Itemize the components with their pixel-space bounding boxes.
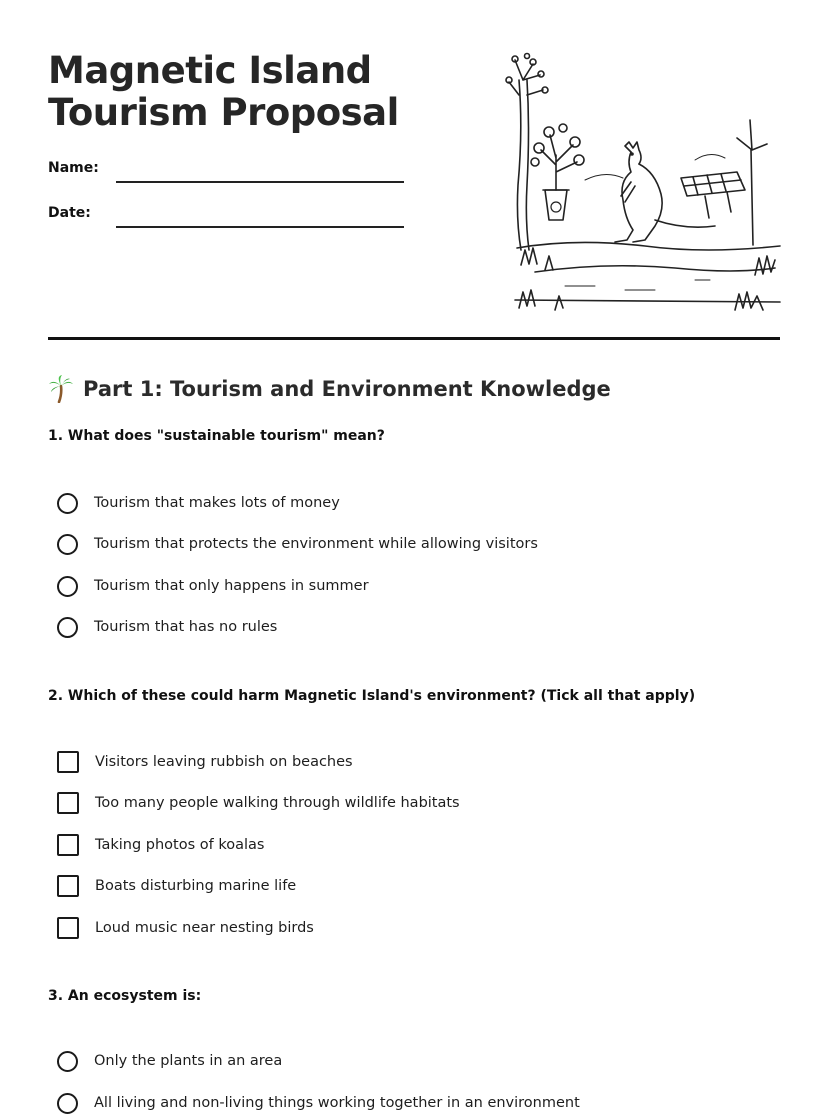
checkbox[interactable] <box>57 751 79 773</box>
q2-option-3[interactable] <box>57 832 264 858</box>
option-label: Visitors leaving rubbish on beaches <box>95 754 353 770</box>
date-label: Date: <box>48 205 91 221</box>
question-3-text: 3. An ecosystem is: <box>48 988 202 1004</box>
option-label: All living and non-living things working together in an environment <box>94 1095 580 1111</box>
option-label: Boats disturbing marine life <box>95 878 297 894</box>
radio-button[interactable] <box>57 534 78 555</box>
header-divider <box>48 337 780 340</box>
q1-option-4[interactable] <box>57 614 277 640</box>
option-label: Too many people walking through wildlife habitats <box>95 795 460 811</box>
q1-option-2[interactable] <box>57 531 538 557</box>
q2-option-5[interactable] <box>57 915 314 941</box>
page-title <box>48 50 399 134</box>
option-label: Tourism that has no rules <box>94 619 278 635</box>
question-2-text: 2. Which of these could harm Magnetic Island's environment? (Tick all that apply) <box>48 688 696 704</box>
palm-tree-icon <box>48 375 74 403</box>
date-input-line[interactable] <box>116 226 404 228</box>
radio-button[interactable] <box>57 493 78 514</box>
checkbox[interactable] <box>57 792 79 814</box>
radio-button[interactable] <box>57 1093 78 1114</box>
section-heading-text: Part 1: Tourism and Environment Knowledge <box>83 377 611 401</box>
option-label: Tourism that protects the environment while allowing visitors <box>94 536 538 552</box>
option-label: Taking photos of koalas <box>95 837 265 853</box>
option-label: Only the plants in an area <box>94 1053 283 1069</box>
q2-option-4[interactable] <box>57 873 296 899</box>
name-label: Name: <box>48 160 99 176</box>
radio-button[interactable] <box>57 1051 78 1072</box>
q3-option-1[interactable] <box>57 1048 282 1074</box>
q1-option-1[interactable] <box>57 490 340 516</box>
q3-option-2[interactable] <box>57 1090 580 1116</box>
title-line-1: Magnetic Island <box>48 49 372 92</box>
option-label: Tourism that only happens in summer <box>94 578 369 594</box>
checkbox[interactable] <box>57 917 79 939</box>
q1-option-3[interactable] <box>57 573 369 599</box>
checkbox[interactable] <box>57 875 79 897</box>
question-1-text: 1. What does "sustainable tourism" mean? <box>48 428 385 444</box>
radio-button[interactable] <box>57 576 78 597</box>
section-heading-part-1 <box>48 375 611 403</box>
radio-button[interactable] <box>57 617 78 638</box>
checkbox[interactable] <box>57 834 79 856</box>
q2-option-1[interactable] <box>57 749 353 775</box>
name-input-line[interactable] <box>116 181 404 183</box>
kangaroo-illustration <box>505 50 785 315</box>
option-label: Loud music near nesting birds <box>95 920 314 936</box>
title-line-2: Tourism Proposal <box>48 91 399 134</box>
q2-option-2[interactable] <box>57 790 460 816</box>
option-label: Tourism that makes lots of money <box>94 495 340 511</box>
